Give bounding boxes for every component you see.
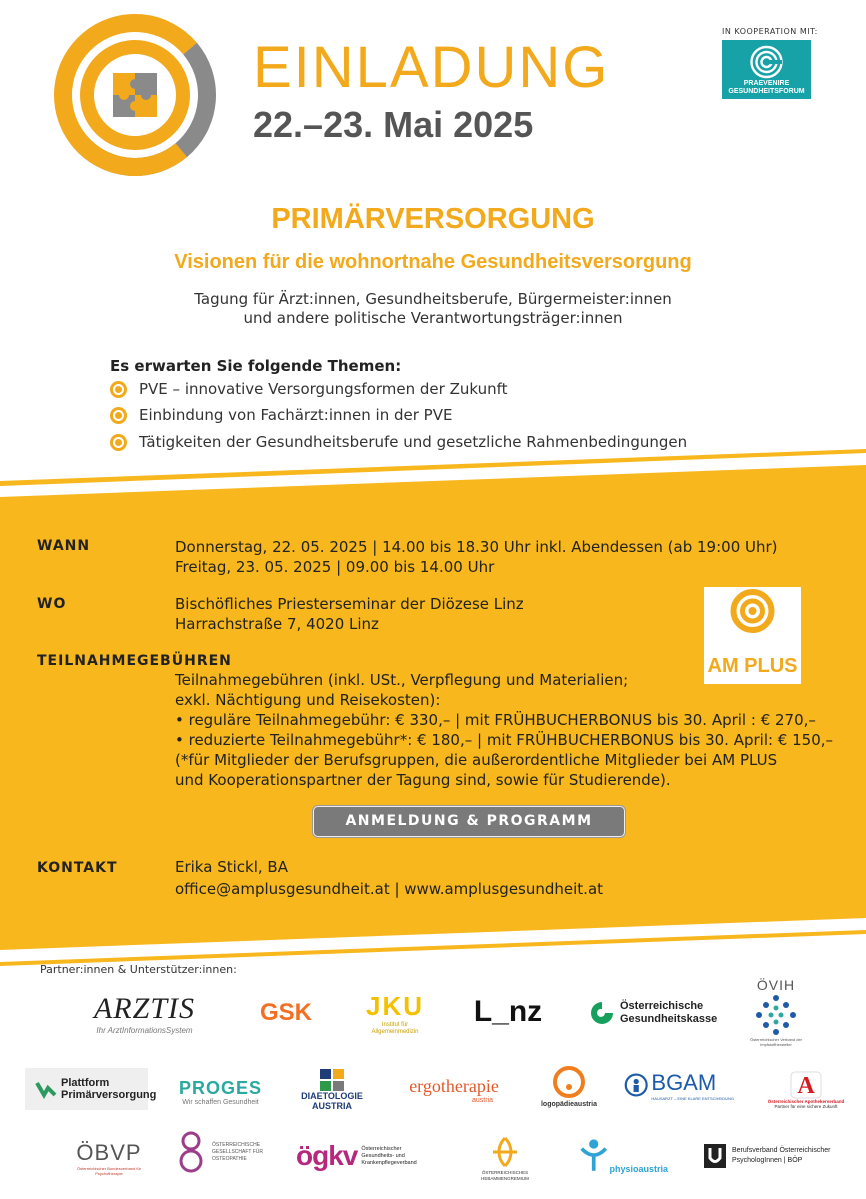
topic-item <box>110 406 452 424</box>
jku-sub: Institut für Allgemeinmedizin <box>371 1021 419 1035</box>
oebvp-logo <box>75 1132 143 1184</box>
bgam-sub: HAUSARZT – EINE KLARE ENTSCHEIDUNG <box>651 1095 734 1101</box>
audience-text <box>0 290 866 328</box>
physioaustria-logo <box>578 1132 668 1180</box>
contact-value <box>175 857 603 899</box>
linz-name: L_nz <box>473 995 543 1028</box>
diaetologie-logo <box>296 1066 368 1114</box>
am-plus-label: AM PLUS <box>707 655 798 677</box>
fees-value <box>175 670 833 790</box>
event-headline: PRIMÄRVERSORGUNG <box>271 203 595 235</box>
osteopathie-name: ÖSTERREICHISCHE GESELLSCHAFT FÜR OSTEOPATHIE <box>212 1141 264 1162</box>
arztis-name: ARZTIS <box>93 991 195 1025</box>
topic-text: Tätigkeiten der Gesundheitsberufe und gesetzliche Rahmenbedingungen <box>139 433 688 451</box>
audience-line-1: Tagung für Ärzt:innen, Gesundheitsberufe, Bürgermeister:innen <box>194 290 672 308</box>
plattform-icon <box>35 1079 57 1099</box>
register-button[interactable]: ANMELDUNG & PROGRAMM <box>313 806 625 837</box>
praevenire-logo <box>722 40 811 99</box>
bgam-name: BGAM <box>651 1069 717 1095</box>
jku-name: JKU <box>365 990 424 1021</box>
oevih-sub: Österreichischer Verband der Impfstoffhersteller <box>749 1037 803 1047</box>
topic-text: PVE – innovative Versorgungsformen der Zukunft <box>139 380 508 398</box>
logopaedie-logo <box>538 1056 600 1114</box>
hebammengremium-logo <box>467 1132 543 1184</box>
where-value <box>175 594 524 634</box>
boep-icon <box>703 1143 727 1169</box>
where-line-1: Bischöfliches Priesterseminar der Diözese Linz <box>175 595 524 613</box>
when-label: WANN <box>37 538 91 554</box>
event-subheadline: Visionen für die wohnortnahe Gesundheitsversorgung <box>174 251 692 273</box>
diaetologie-name: DIAETOLOGIE AUSTRIA <box>301 1091 363 1111</box>
topic-item <box>110 433 687 451</box>
bullet-icon <box>110 434 127 451</box>
when-value <box>175 537 778 577</box>
oevih-logo <box>745 972 807 1052</box>
contact-email-web[interactable]: office@amplusgesundheit.at | www.amplusgesundheit.at <box>175 880 604 898</box>
when-line-1: Donnerstag, 22. 05. 2025 | 14.00 bis 18.30 Uhr inkl. Abendessen (ab 19:00 Uhr) <box>175 538 778 556</box>
fees-line: • reguläre Teilnahmegebühr: € 330,– | mit FRÜHBUCHERBONUS bis 30. April : € 270,– <box>175 711 816 729</box>
osteopathie-logo <box>176 1128 266 1176</box>
arztis-sub: Ihr ArztInformationsSystem <box>96 1025 193 1035</box>
invitation-title: EINLADUNG <box>253 35 610 100</box>
bgam-icon <box>624 1071 648 1099</box>
apothekerverband-name: Österreichischer Apothekerverband <box>767 1099 845 1104</box>
oegkv-name: ögkv <box>296 1140 358 1171</box>
oevih-dots-icon <box>751 993 801 1037</box>
fees-line: Teilnahmegebühren (inkl. USt., Verpflegung und Materialien; <box>175 671 629 689</box>
topic-text: Einbindung von Fachärzt:innen in der PVE <box>139 406 453 424</box>
oegkv-logo <box>296 1138 436 1174</box>
hebammengremium-name: ÖSTERREICHISCHES HEBAMMENGREMIUM <box>481 1170 529 1181</box>
bullet-icon <box>110 381 127 398</box>
diaetologie-icon <box>320 1069 344 1091</box>
when-line-2: Freitag, 23. 05. 2025 | 09.00 bis 14.00 Uhr <box>175 558 495 576</box>
where-label: WO <box>37 596 67 612</box>
ergotherapie-name: ergotherapie <box>409 1076 499 1096</box>
gsk-name: GSK <box>259 999 312 1026</box>
plattform-primaerversorgung-logo <box>25 1068 157 1110</box>
svg-text:A: A <box>797 1073 815 1099</box>
event-date: 22.–23. Mai 2025 <box>253 104 534 145</box>
plattform-name: Plattform Primärversorgung <box>61 1077 157 1101</box>
cooperation-label: IN KOOPERATION MIT: <box>722 27 818 36</box>
bgam-text <box>651 1070 734 1101</box>
logopaedie-icon <box>552 1063 586 1101</box>
puzzle-ring-logo <box>40 10 230 180</box>
partners-label: Partner:innen & Unterstützer:innen: <box>40 963 237 976</box>
arztis-logo <box>72 988 217 1038</box>
where-line-2: Harrachstraße 7, 4020 Linz <box>175 615 379 633</box>
bgam-logo <box>624 1068 734 1102</box>
fees-line: • reduzierte Teilnahmegebühr*: € 180,– | mit FRÜHBUCHERBONUS bis 30. April: € 150,– <box>175 731 834 749</box>
oegkv-sub: Österreichischer Gesundheits- und Krankenpflegeverband <box>361 1145 417 1166</box>
oegk-icon <box>588 999 616 1027</box>
contact-name: Erika Stickl, BA <box>175 858 288 876</box>
apothekerverband-logo <box>765 1062 847 1116</box>
proges-sub: Wir schaffen Gesundheit <box>182 1099 259 1106</box>
ergotherapie-sub: austria <box>471 1097 493 1104</box>
apotheke-a-icon <box>788 1069 824 1099</box>
fees-line: (*für Mitglieder der Berufsgruppen, die außerordentliche Mitglieder bei AM PLUS <box>175 751 778 769</box>
bullet-icon <box>110 407 127 424</box>
fees-line: und Kooperationspartner der Tagung sind, sowie für Studierende). <box>175 771 671 789</box>
linz-logo <box>463 994 553 1030</box>
am-plus-rings-icon <box>704 587 801 655</box>
topics-heading: Es erwarten Sie folgende Themen: <box>110 357 402 375</box>
oebvp-name: ÖBVP <box>76 1140 142 1165</box>
topic-item <box>110 380 508 398</box>
oevih-name: ÖVIH <box>756 977 796 993</box>
hebammen-icon <box>489 1134 521 1170</box>
gsk-logo <box>250 998 322 1028</box>
physioaustria-name: physioaustria <box>609 1164 668 1174</box>
oegk-name: Österreichische Gesundheitskasse <box>620 1000 718 1025</box>
audience-line-2: und andere politische Verantwortungsträger:innen <box>243 309 623 327</box>
praevenire-label: PRAEVENIRE GESUNDHEITSFORUM <box>728 80 805 95</box>
osteopathie-icon <box>176 1129 206 1175</box>
oegk-logo <box>588 996 718 1030</box>
boep-name: Berufsverband Österreichischer PsychologInnen | BÖP <box>732 1147 831 1164</box>
jku-logo <box>355 990 435 1036</box>
praevenire-spiral-icon <box>722 42 811 82</box>
ergotherapie-logo <box>395 1070 513 1110</box>
fees-label: TEILNAHMEGEBÜHREN <box>37 653 232 669</box>
contact-label: KONTAKT <box>37 860 118 876</box>
logopaedie-name: logopädieaustria <box>540 1100 597 1108</box>
boep-logo <box>703 1140 845 1172</box>
apothekerverband-sub: Partner für eine sichere Zukunft <box>774 1104 838 1109</box>
proges-name: PROGES <box>178 1078 263 1098</box>
fees-line: exkl. Nächtigung und Reisekosten): <box>175 691 441 709</box>
physio-figure-icon <box>578 1136 609 1176</box>
proges-logo <box>173 1076 268 1108</box>
oebvp-sub: Österreichischer Bundesverband für Psychotherapie <box>76 1166 142 1176</box>
